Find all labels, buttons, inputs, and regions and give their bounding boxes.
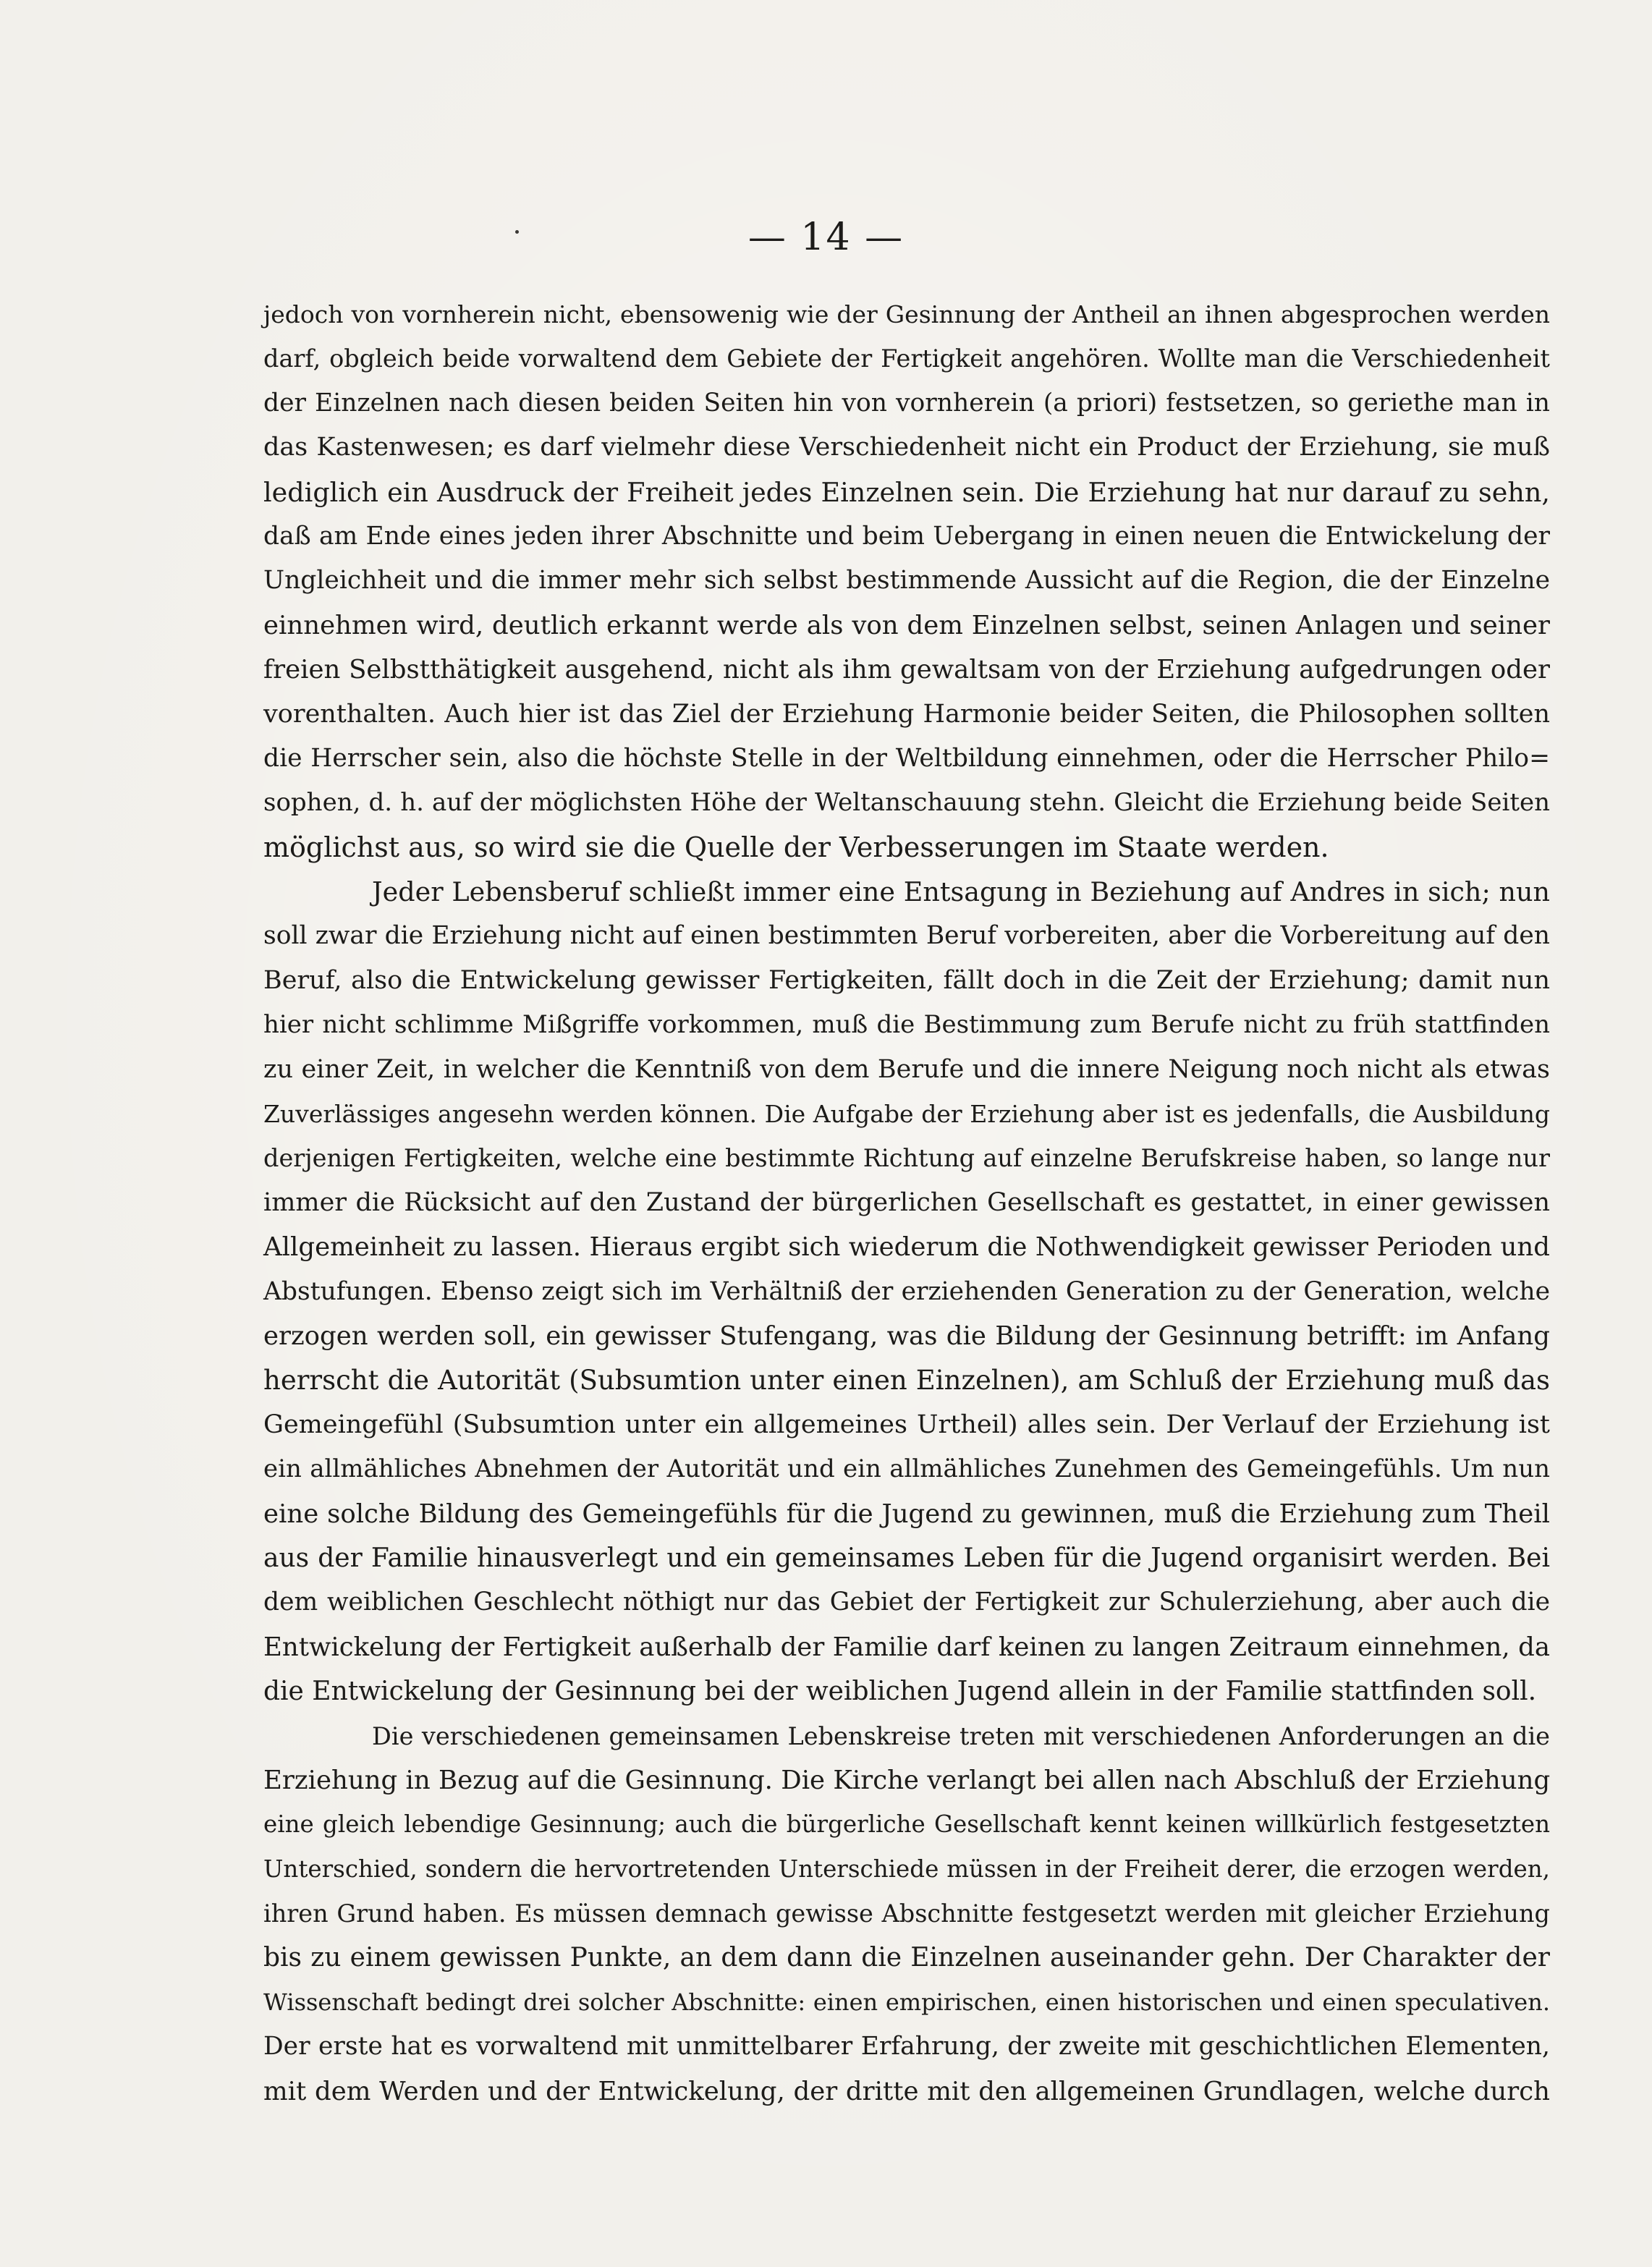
scan-speck [515,230,519,234]
text-line: Unterschied, sondern die hervortretenden Unterschiede müssen in der Freiheit derer, die erzogen werden, [263,1855,1550,1883]
text-line: die Entwickelung der Gesinnung bei der weiblichen Jugend allein in der Familie stattfinden soll. [263,1677,1537,1707]
text-line: aus der Familie hinausverlegt und ein gemeinsames Leben für die Jugend organisirt werden. Bei [263,1543,1550,1573]
body-text [263,292,1550,2114]
text-line: Der erste hat es vorwaltend mit unmittelbarer Erfahrung, der zweite mit geschichtlichen Elementen, [263,2032,1550,2062]
page-number: — 14 — [747,216,905,259]
text-line: Beruf, also die Entwickelung gewisser Fertigkeiten, fällt doch in die Zeit der Erziehung; damit nun [263,965,1550,995]
text-line: Wissenschaft bedingt drei solcher Abschnitte: einen empirischen, einen historischen und einen speculativen. [263,1988,1550,2016]
text-line: ein allmähliches Abnehmen der Autorität und ein allmähliches Zunehmen des Gemeingefühls. Um nun [263,1454,1550,1484]
text-line: eine gleich lebendige Gesinnung; auch die bürgerliche Gesellschaft kennt keinen willkürlich festgesetzten [263,1810,1550,1839]
text-line: soll zwar die Erziehung nicht auf einen bestimmten Beruf vorbereiten, aber die Vorbereitung auf den [263,921,1550,951]
text-line: freien Selbstthätigkeit ausgehend, nicht als ihm gewaltsam von der Erziehung aufgedrungen oder [263,655,1550,685]
text-line: zu einer Zeit, in welcher die Kenntniß von dem Berufe und die innere Neigung noch nicht als etwas [263,1054,1550,1084]
text-line: vorenthalten. Auch hier ist das Ziel der Erziehung Harmonie beider Seiten, die Philosophen sollten [263,699,1550,729]
text-line: hier nicht schlimme Mißgriffe vorkommen, muß die Bestimmung zum Berufe nicht zu früh stattfinden [263,1010,1550,1040]
text-line: ihren Grund haben. Es müssen demnach gewisse Abschnitte festgesetzt werden mit gleicher Erziehung [263,1899,1550,1928]
text-line: derjenigen Fertigkeiten, welche eine bestimmte Richtung auf einzelne Berufskreise haben, so lange nur [263,1144,1550,1173]
text-line: Abstufungen. Ebenso zeigt sich im Verhältniß der erziehenden Generation zu der Generation, welche [263,1276,1550,1306]
text-line: möglichst aus, so wird sie die Quelle der Verbesserungen im Staate werden. [263,831,1329,863]
text-line: Gemeingefühl (Subsumtion unter ein allgemeines Urtheil) alles sein. Der Verlauf der Erziehung ist [263,1410,1550,1439]
text-line: das Kastenwesen; es darf vielmehr diese Verschiedenheit nicht ein Product der Erziehung, sie muß [263,433,1550,462]
text-line: daß am Ende eines jeden ihrer Abschnitte und beim Uebergang in einen neuen die Entwickelung der [263,521,1550,551]
text-line: Zuverlässiges angesehn werden können. Die Aufgabe der Erziehung aber ist es jedenfalls, die Ausbildung [263,1100,1550,1129]
text-line: sophen, d. h. auf der möglichsten Höhe der Weltanschauung stehn. Gleicht die Erziehung beide Seiten [263,788,1550,818]
text-line: einnehmen wird, deutlich erkannt werde als von dem Einzelnen selbst, seinen Anlagen und seiner [263,610,1550,640]
text-line: erzogen werden soll, ein gewisser Stufengang, was die Bildung der Gesinnung betrifft: im Anfang [263,1321,1550,1351]
text-line: die Herrscher sein, also die höchste Stelle in der Weltbildung einnehmen, oder die Herrscher Philo= [263,743,1550,773]
text-line: Jeder Lebensberuf schließt immer eine Entsagung in Beziehung auf Andres in sich; nun [372,876,1550,908]
text-line: lediglich ein Ausdruck der Freiheit jedes Einzelnen sein. Die Erziehung hat nur darauf zu sehn, [263,476,1550,508]
text-line: der Einzelnen nach diesen beiden Seiten hin von vornherein (a priori) festsetzen, so geriethe man in [263,388,1550,418]
text-line: dem weiblichen Geschlecht nöthigt nur das Gebiet der Fertigkeit zur Schulerziehung, aber auch die [263,1588,1550,1617]
text-line: Erziehung in Bezug auf die Gesinnung. Die Kirche verlangt bei allen nach Abschluß der Erziehung [263,1765,1551,1795]
text-line: Die verschiedenen gemeinsamen Lebenskreise treten mit verschiedenen Anforderungen an die [372,1721,1550,1750]
text-line: immer die Rücksicht auf den Zustand der bürgerlichen Gesellschaft es gestattet, in einer gewissen [263,1187,1550,1217]
text-line: bis zu einem gewissen Punkte, an dem dann die Einzelnen auseinander gehn. Der Charakter der [263,1943,1550,1973]
text-line: mit dem Werden und der Entwickelung, der dritte mit den allgemeinen Grundlagen, welche durch [263,2076,1550,2106]
text-line: darf, obgleich beide vorwaltend dem Gebiete der Fertigkeit angehören. Wollte man die Verschiedenheit [263,344,1550,373]
text-line: Allgemeinheit zu lassen. Hieraus ergibt sich wiederum die Nothwendigkeit gewisser Perioden und [263,1232,1550,1263]
text-line: Ungleichheit und die immer mehr sich selbst bestimmende Aussicht auf die Region, die der Einzelne [263,566,1550,596]
text-line: eine solche Bildung des Gemeingefühls für die Jugend zu gewinnen, muß die Erziehung zum Theil [263,1499,1550,1529]
text-line: Entwickelung der Fertigkeit außerhalb der Familie darf keinen zu langen Zeitraum einnehmen, da [263,1632,1550,1662]
text-line: jedoch von vornherein nicht, ebensowenig wie der Gesinnung der Antheil an ihnen abgesprochen werden [263,300,1550,329]
text-line: herrscht die Autorität (Subsumtion unter einen Einzelnen), am Schluß der Erziehung muß das [263,1365,1550,1397]
